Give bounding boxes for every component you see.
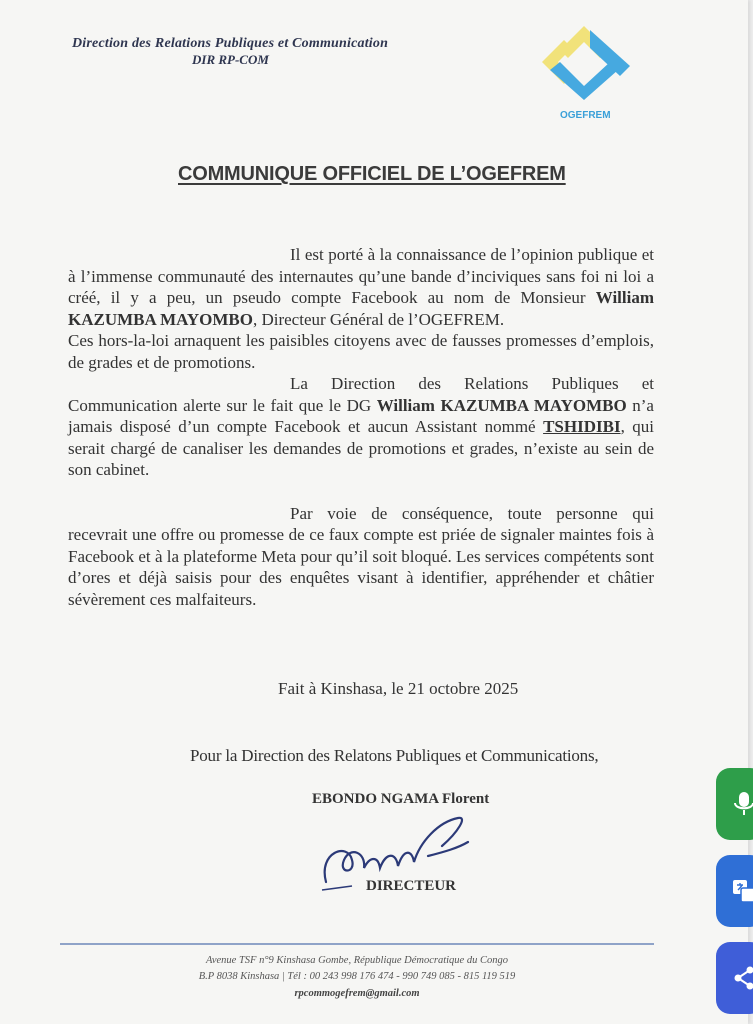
header-department-short: DIR RP-COM xyxy=(192,52,269,67)
share-icon xyxy=(732,964,753,992)
microphone-icon xyxy=(732,790,753,818)
footer-divider xyxy=(60,943,654,945)
page-title: COMMUNIQUE OFFICIEL DE L’OGEFREM xyxy=(178,163,566,185)
assistant-name: TSHIDIBI xyxy=(543,417,621,436)
date-line: Fait à Kinshasa, le 21 octobre 2025 xyxy=(278,679,519,698)
communique-body xyxy=(68,244,654,610)
footer-address: Avenue TSF n°9 Kinshasa Gombe, République Démocratique du Congo xyxy=(206,955,508,966)
translate-button[interactable] xyxy=(716,855,753,927)
signer-role: DIRECTEUR xyxy=(366,878,457,894)
paragraph-3: La Direction des Relations Publiques et Communication alerte sur le fait que le DG William KAZUMBA MAYOMBO n’a jamais disposé d’un compte Facebook et aucun Assistant nommé TSHIDIBI, qui serait chargé de canaliser les demandes de promotions et grades, n’existe au sein de son cabinet. xyxy=(68,374,654,479)
header-department: Direction des Relations Publiques et Communication xyxy=(72,36,389,51)
translate-icon xyxy=(732,877,753,905)
logo-text: OGEFREM xyxy=(560,110,611,121)
footer-email: rpcommogefrem@gmail.com xyxy=(294,988,420,999)
dg-name: William KAZUMBA MAYOMBO xyxy=(376,395,627,415)
ogefrem-logo-icon xyxy=(532,22,636,104)
paragraph-1: Il est porté à la connaissance de l’opinion publique et à l’immense communauté des internautes qu’une bande d’inciviques sans foi ni loi a créé, il y a peu, un pseudo compte Facebook au nom de Monsieur William KAZUMBA MAYOMBO, Directeur Général de l’OGEFREM. xyxy=(68,245,654,329)
signer-name: EBONDO NGAMA Florent xyxy=(312,791,490,807)
paragraph-2: Ces hors-la-loi arnaquent les paisibles citoyens avec de fausses promesses d’emplois, de grades et de promotions. xyxy=(68,331,654,372)
voice-button[interactable] xyxy=(716,768,753,840)
dg-name: William KAZUMBA MAYOMBO xyxy=(68,288,654,329)
paragraph-4: Par voie de conséquence, toute personne qui recevrait une offre ou promesse de ce faux compte est priée de signaler maintes fois à Facebook et à la plateforme Meta pour qu’il soit bloqué. Les services compétents sont d’ores et déjà saisis pour des enquêtes visant à identifier, appréhender et châtier sévèrement ces malfaiteurs. xyxy=(68,503,654,609)
footer-contact: B.P 8038 Kinshasa | Tél : 00 243 998 176 474 - 990 749 085 - 815 119 519 xyxy=(198,971,516,982)
share-button[interactable] xyxy=(716,942,753,1014)
on-behalf-line: Pour la Direction des Relatons Publiques et Communications, xyxy=(190,746,599,765)
